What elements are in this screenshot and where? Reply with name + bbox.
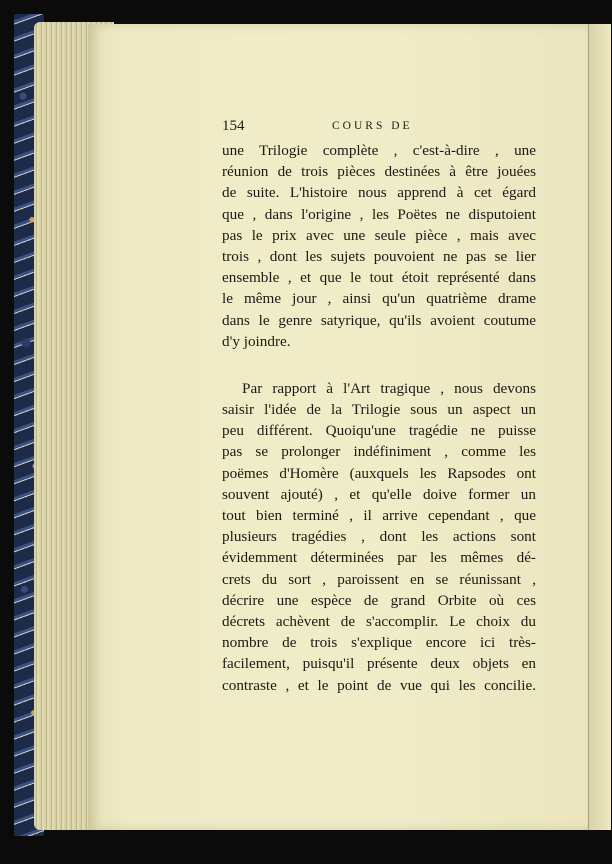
- paragraph-spacer: [222, 352, 536, 378]
- text-line: décrire une espèce de grand Orbite où ces: [222, 591, 536, 609]
- text-line: d'y joindre.: [222, 332, 291, 350]
- text-line: dans le genre satyrique, qu'ils avoient coutume: [222, 311, 536, 329]
- text-line: souvent ajouté) , et qu'elle doive former un: [222, 485, 536, 503]
- paragraph-2: [222, 378, 536, 696]
- page-number: 154: [222, 118, 245, 134]
- text-line: une Trilogie complète , c'est-à-dire , une: [222, 142, 536, 159]
- text-line: plusieurs tragédies , dont les actions sont: [222, 528, 536, 546]
- text-line: pas le prix avec une seule pièce , mais avec: [222, 226, 536, 244]
- text-line: que , dans l'origine , les Poëtes ne disputoient: [222, 205, 536, 223]
- text-line: poëmes d'Homère (auxquels les Rapsodes ont: [222, 464, 536, 482]
- text-line: Par rapport à l'Art tragique , nous devons: [242, 379, 536, 397]
- text-line: crets du sort , paroissent en se réunissant ,: [222, 570, 536, 588]
- text-line: décrets achèvent de s'accomplir. Le choix du: [222, 612, 536, 630]
- text-line: ensemble , et que le tout étoit représenté dans: [222, 269, 536, 287]
- page-text: [222, 118, 536, 696]
- text-line: trois , dont les sujets pouvoient ne pas se lier: [222, 247, 536, 265]
- running-head-title: COURS DE: [332, 120, 413, 132]
- text-line: contraste , et le point de vue qui les concilie.: [222, 676, 536, 694]
- text-line: évidemment déterminées par les mêmes dé-: [222, 549, 536, 567]
- running-head: [222, 118, 536, 140]
- facing-page-edge: [588, 24, 611, 830]
- text-line: nombre de trois s'explique encore ici très-: [222, 634, 536, 652]
- text-line: peu différent. Quoiqu'une tragédie ne puisse: [222, 422, 536, 440]
- text-line: de suite. L'histoire nous apprend à cet égard: [222, 184, 536, 202]
- text-line: le même jour , ainsi qu'un quatrième drame: [222, 290, 536, 308]
- paragraph-1: [222, 140, 536, 352]
- text-line: pas se prolonger indéfiniment , comme les: [222, 443, 536, 461]
- text-line: facilement, puisqu'il présente deux objets en: [222, 655, 536, 673]
- text-line: réunion de trois pièces destinées à être jouées: [222, 163, 536, 181]
- text-line: saisir l'idée de la Trilogie sous un aspect un: [222, 401, 536, 419]
- text-line: tout bien terminé , il arrive cependant , que: [222, 507, 536, 524]
